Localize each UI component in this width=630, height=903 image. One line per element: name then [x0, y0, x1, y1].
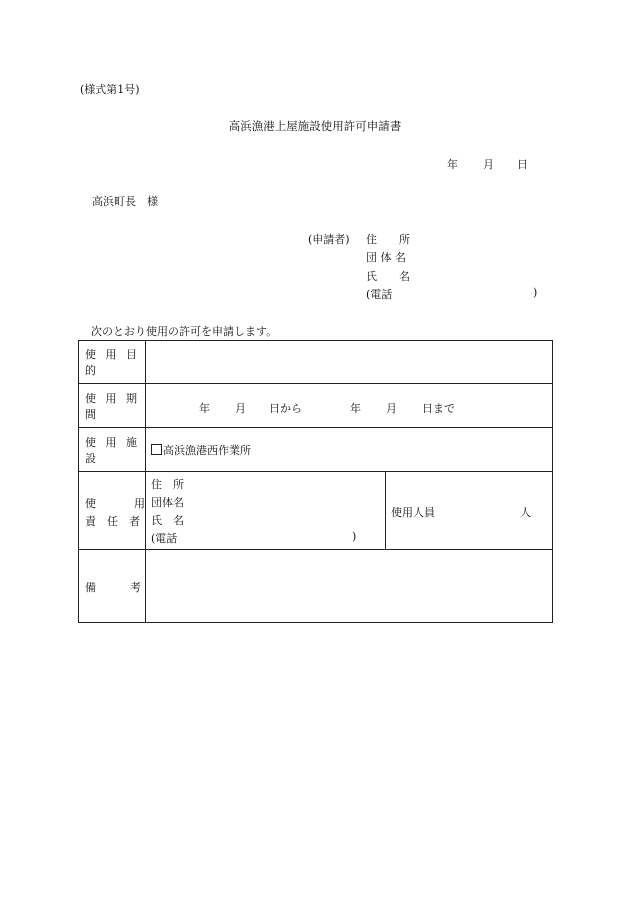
date-month: 月 — [483, 158, 494, 171]
responsible-address-label: 住 所 — [151, 478, 184, 491]
period-year-2: 年 — [350, 402, 361, 415]
applicant-label: (申請者) — [308, 233, 350, 246]
statement: 次のとおり使用の許可を申請します。 — [91, 325, 278, 338]
purpose-row — [79, 341, 553, 384]
remarks-field[interactable] — [146, 550, 553, 623]
responsible-name-label: 氏 名 — [151, 514, 184, 527]
responsible-row — [79, 472, 553, 550]
form-number: (様式第1号) — [80, 83, 140, 96]
date-year: 年 — [447, 158, 458, 171]
period-row — [79, 384, 553, 428]
period-year-1: 年 — [199, 402, 210, 415]
purpose-field[interactable] — [146, 341, 553, 384]
facility-label: 使 用 施 設 — [79, 428, 146, 472]
addressee: 高浜町長 様 — [92, 195, 158, 208]
facility-checkbox[interactable] — [151, 444, 162, 455]
facility-option-label: 高浜漁港西作業所 — [163, 443, 251, 457]
applicant-name-label: 氏 名 — [366, 270, 410, 283]
applicant-phone-close: ) — [533, 286, 538, 299]
applicant-group-label: 団 体 名 — [366, 251, 406, 264]
purpose-label: 使 用 目 的 — [79, 341, 146, 384]
remarks-label-b: 考 — [130, 581, 141, 594]
users-field[interactable] — [386, 472, 553, 550]
responsible-label-2: 責 任 者 — [85, 515, 140, 528]
users-unit: 人 — [520, 506, 531, 519]
responsible-group-label: 団体名 — [151, 496, 184, 509]
responsible-label-1a: 使 — [85, 497, 96, 510]
responsible-phone-close: ) — [352, 530, 357, 543]
remarks-row — [79, 550, 553, 623]
responsible-label — [79, 472, 146, 550]
remarks-label — [79, 550, 146, 623]
period-day-2: 日まで — [422, 402, 455, 415]
date-day: 日 — [517, 158, 528, 171]
remarks-label-a: 備 — [85, 581, 96, 594]
applicant-address-label: 住 所 — [366, 233, 410, 246]
application-table — [78, 340, 553, 623]
responsible-label-1b: 用 — [134, 497, 145, 510]
users-label: 使用人員 — [391, 506, 435, 519]
facility-row — [79, 428, 553, 472]
responsible-phone-label: (電話 — [151, 532, 178, 545]
period-month-1: 月 — [235, 402, 246, 415]
period-label: 使 用 期 間 — [79, 384, 146, 428]
facility-field — [146, 428, 553, 472]
period-field[interactable] — [146, 384, 553, 428]
period-month-2: 月 — [386, 402, 397, 415]
form-title: 高浜漁港上屋施設使用許可申請書 — [228, 119, 402, 133]
responsible-field[interactable] — [146, 472, 386, 550]
applicant-phone-label: (電話 — [366, 288, 393, 301]
period-day-1: 日から — [269, 402, 302, 415]
